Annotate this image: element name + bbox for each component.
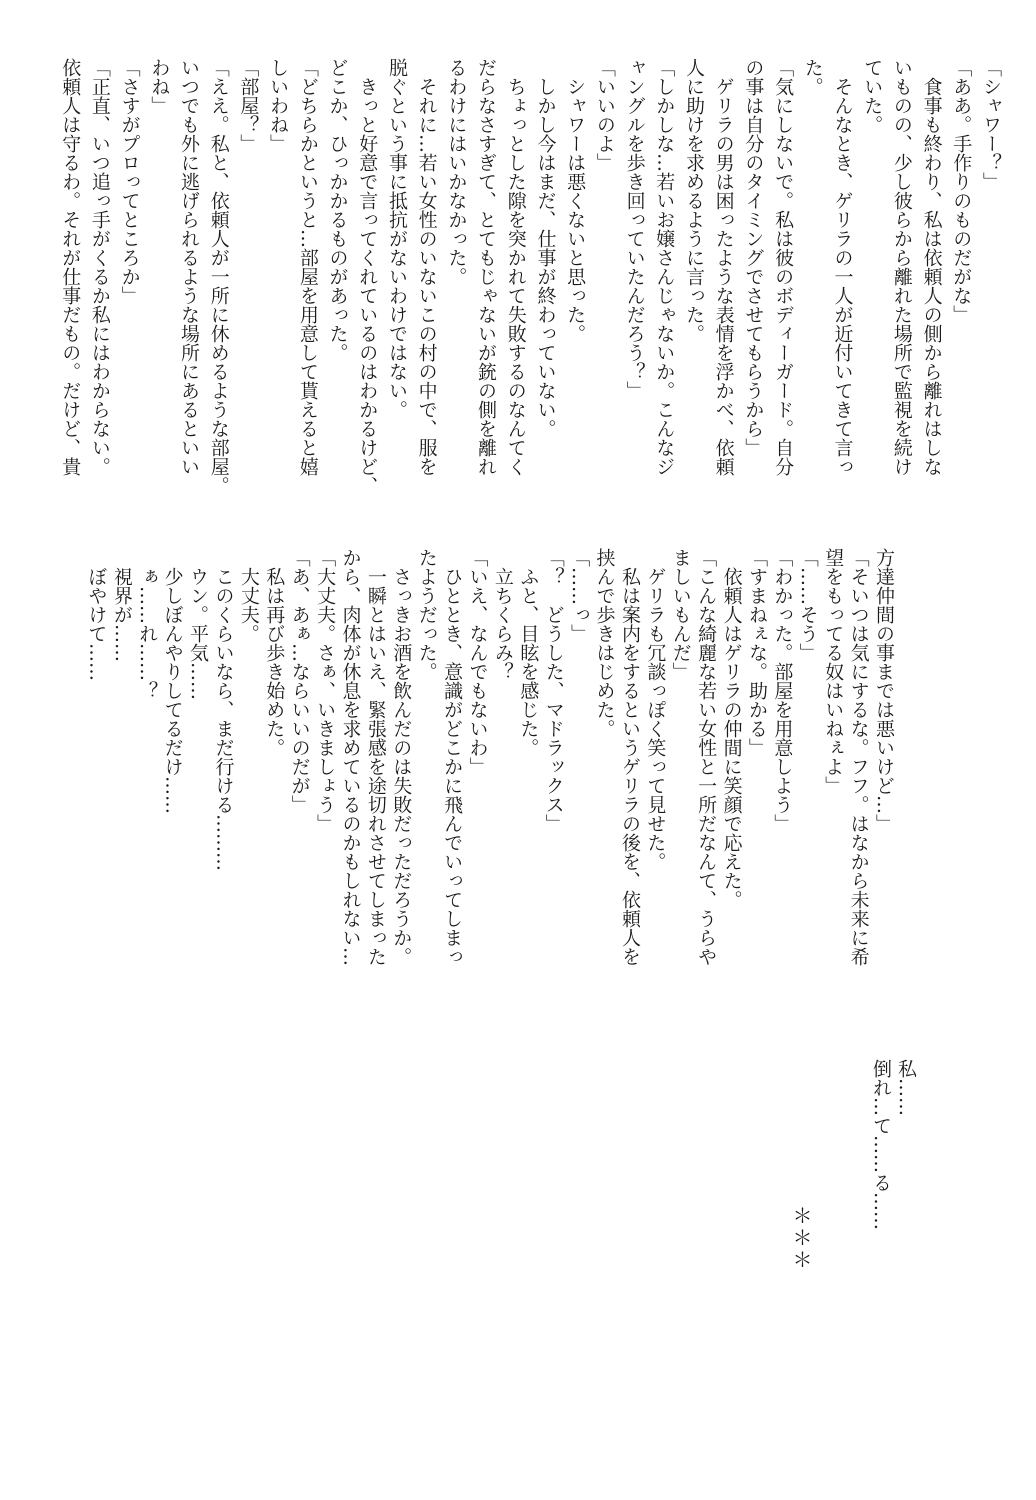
top-text-block	[55, 58, 1006, 495]
text-line: わね」	[148, 58, 171, 115]
text-line: 人に助けを求めるように言った。	[682, 58, 705, 343]
text-line: 方達仲間の事までは悪いけど…」	[873, 548, 895, 833]
text-line: 立ちくらみ？	[491, 548, 514, 681]
text-line: ぼやけて……	[85, 548, 108, 681]
text-line: 「いいのよ」	[593, 58, 616, 172]
text-line: 望をもってる奴はいねぇよ」	[822, 548, 845, 795]
text-line: 私は再び歩き始めた。	[263, 548, 286, 757]
text-line: 倒れ…て……る……	[870, 1040, 892, 1230]
text-line: いつでも外に逃げられるような場所にあるといい	[178, 58, 201, 476]
text-line: 「すまねぇな。助かる」	[745, 548, 768, 757]
text-line: 「大丈夫。さぁ、いきましょう」	[314, 548, 337, 833]
text-line: 「……っ」	[568, 548, 591, 643]
text-line: 依頼人は守るわ。それが仕事だもの。だけど、貴	[59, 58, 82, 476]
text-line: 「しかしな…若いお嬢さんじゃないか。こんなジ	[653, 58, 676, 476]
text-line: シャワーは悪くないと思った。	[564, 58, 587, 343]
text-line: 「どちらかというと…部屋を用意して貰えると嬉	[296, 58, 319, 476]
text-line: だらなさすぎて、とてもじゃないが銃の側を離れ	[475, 58, 498, 476]
text-line: 依頼人はゲリラの仲間に笑顔で応えた。	[720, 548, 743, 909]
text-line: 「部屋？」	[237, 58, 260, 153]
text-line: 大丈夫。	[237, 548, 260, 643]
text-line: そんなとき、ゲリラの一人が近付いてきて言っ	[831, 58, 854, 476]
text-line: 一瞬とはいえ、緊張感を途切れさせてしまった	[364, 548, 387, 966]
text-line: ふと、目眩を感じた。	[517, 548, 540, 757]
text-line: の事は自分のタイミングでさせてもらうから」	[742, 58, 765, 457]
text-line: るわけにはいかなかった。	[445, 58, 468, 286]
text-line: 私……	[895, 1040, 917, 1116]
text-line: きっと好意で言ってくれているのはわかるけど、	[356, 58, 379, 495]
text-line: から、肉体が休息を求めているのかもしれない…	[339, 548, 362, 966]
text-line: 「あ、あぁ…ならいいのだが」	[288, 548, 311, 814]
text-line: た。	[801, 58, 824, 96]
text-line: 「？ どうした、マドラックス」	[542, 548, 565, 833]
text-line: 「わかった。部屋を用意しよう」	[771, 548, 794, 833]
text-line: 「ああ。手作りのものだがな」	[950, 58, 973, 324]
text-line: 「シャワー？」	[980, 58, 1002, 191]
text-line: ャングルを歩き回っていたんだろう？」	[623, 58, 646, 400]
text-line: 「そいつは気にするな。フフ。はなから未来に希	[847, 548, 870, 966]
text-line: 「気にしないで。私は彼のボディーガード。自分	[772, 58, 795, 476]
text-line: ゲリラも冗談っぽく笑って見せた。	[644, 548, 667, 871]
text-line: 少しぼんやりしてるだけ……	[161, 548, 184, 814]
text-line: 挟んで歩きはじめた。	[593, 548, 616, 738]
text-line: 「さすがプロってところか」	[118, 58, 141, 305]
text-line: ましいもんだ」	[669, 548, 692, 681]
text-line: 「正直、いつ追っ手がくるか私にはわからない。	[88, 58, 111, 476]
text-line: ぁ……れ……？	[136, 548, 159, 700]
text-line: 私は案内をするというゲリラの後を、依頼人を	[618, 548, 641, 966]
text-line: それに…若い女性のいないこの村の中で、服を	[415, 58, 438, 476]
text-line: 「こんな綺麗な若い女性と一所だなんて、うらや	[695, 548, 718, 966]
text-line: いものの、少し彼らから離れた場所で監視を続け	[890, 58, 913, 476]
text-line: さっきお酒を飲んだのは失敗だっただろうか。	[390, 548, 413, 966]
bottom-text-block	[83, 548, 896, 978]
section-separator: ＊＊＊	[789, 1205, 813, 1271]
closing-text-block	[868, 1040, 918, 1260]
text-line: しいわね」	[267, 58, 290, 153]
text-line: 「ええ。私と、依頼人が一所に休めるような部屋。	[207, 58, 230, 495]
text-line: ゲリラの男は困ったような表情を浮かべ、依頼	[712, 58, 735, 476]
text-line: このくらいなら、まだ行ける………	[212, 548, 235, 871]
text-line: 食事も終わり、私は依頼人の側から離れはしな	[920, 58, 943, 476]
text-line: 「……そう」	[796, 548, 819, 662]
text-line: ひととき、意識がどこかに飛んでいってしまっ	[441, 548, 464, 966]
text-line: ウン。平気……	[187, 548, 210, 700]
text-line: ていた。	[861, 58, 884, 134]
text-line: 視界が……	[110, 548, 133, 662]
text-line: 脱ぐという事に抵抗がないわけではない。	[385, 58, 408, 419]
text-line: たようだった。	[415, 548, 438, 681]
text-line: ちょっとした隙を突かれて失敗するのなんてく	[504, 58, 527, 476]
text-line: 「いえ、なんでもないわ」	[466, 548, 489, 776]
text-line: どこか、ひっかかるものがあった。	[326, 58, 349, 362]
text-line: しかし今はまだ、仕事が終わっていない。	[534, 58, 557, 438]
